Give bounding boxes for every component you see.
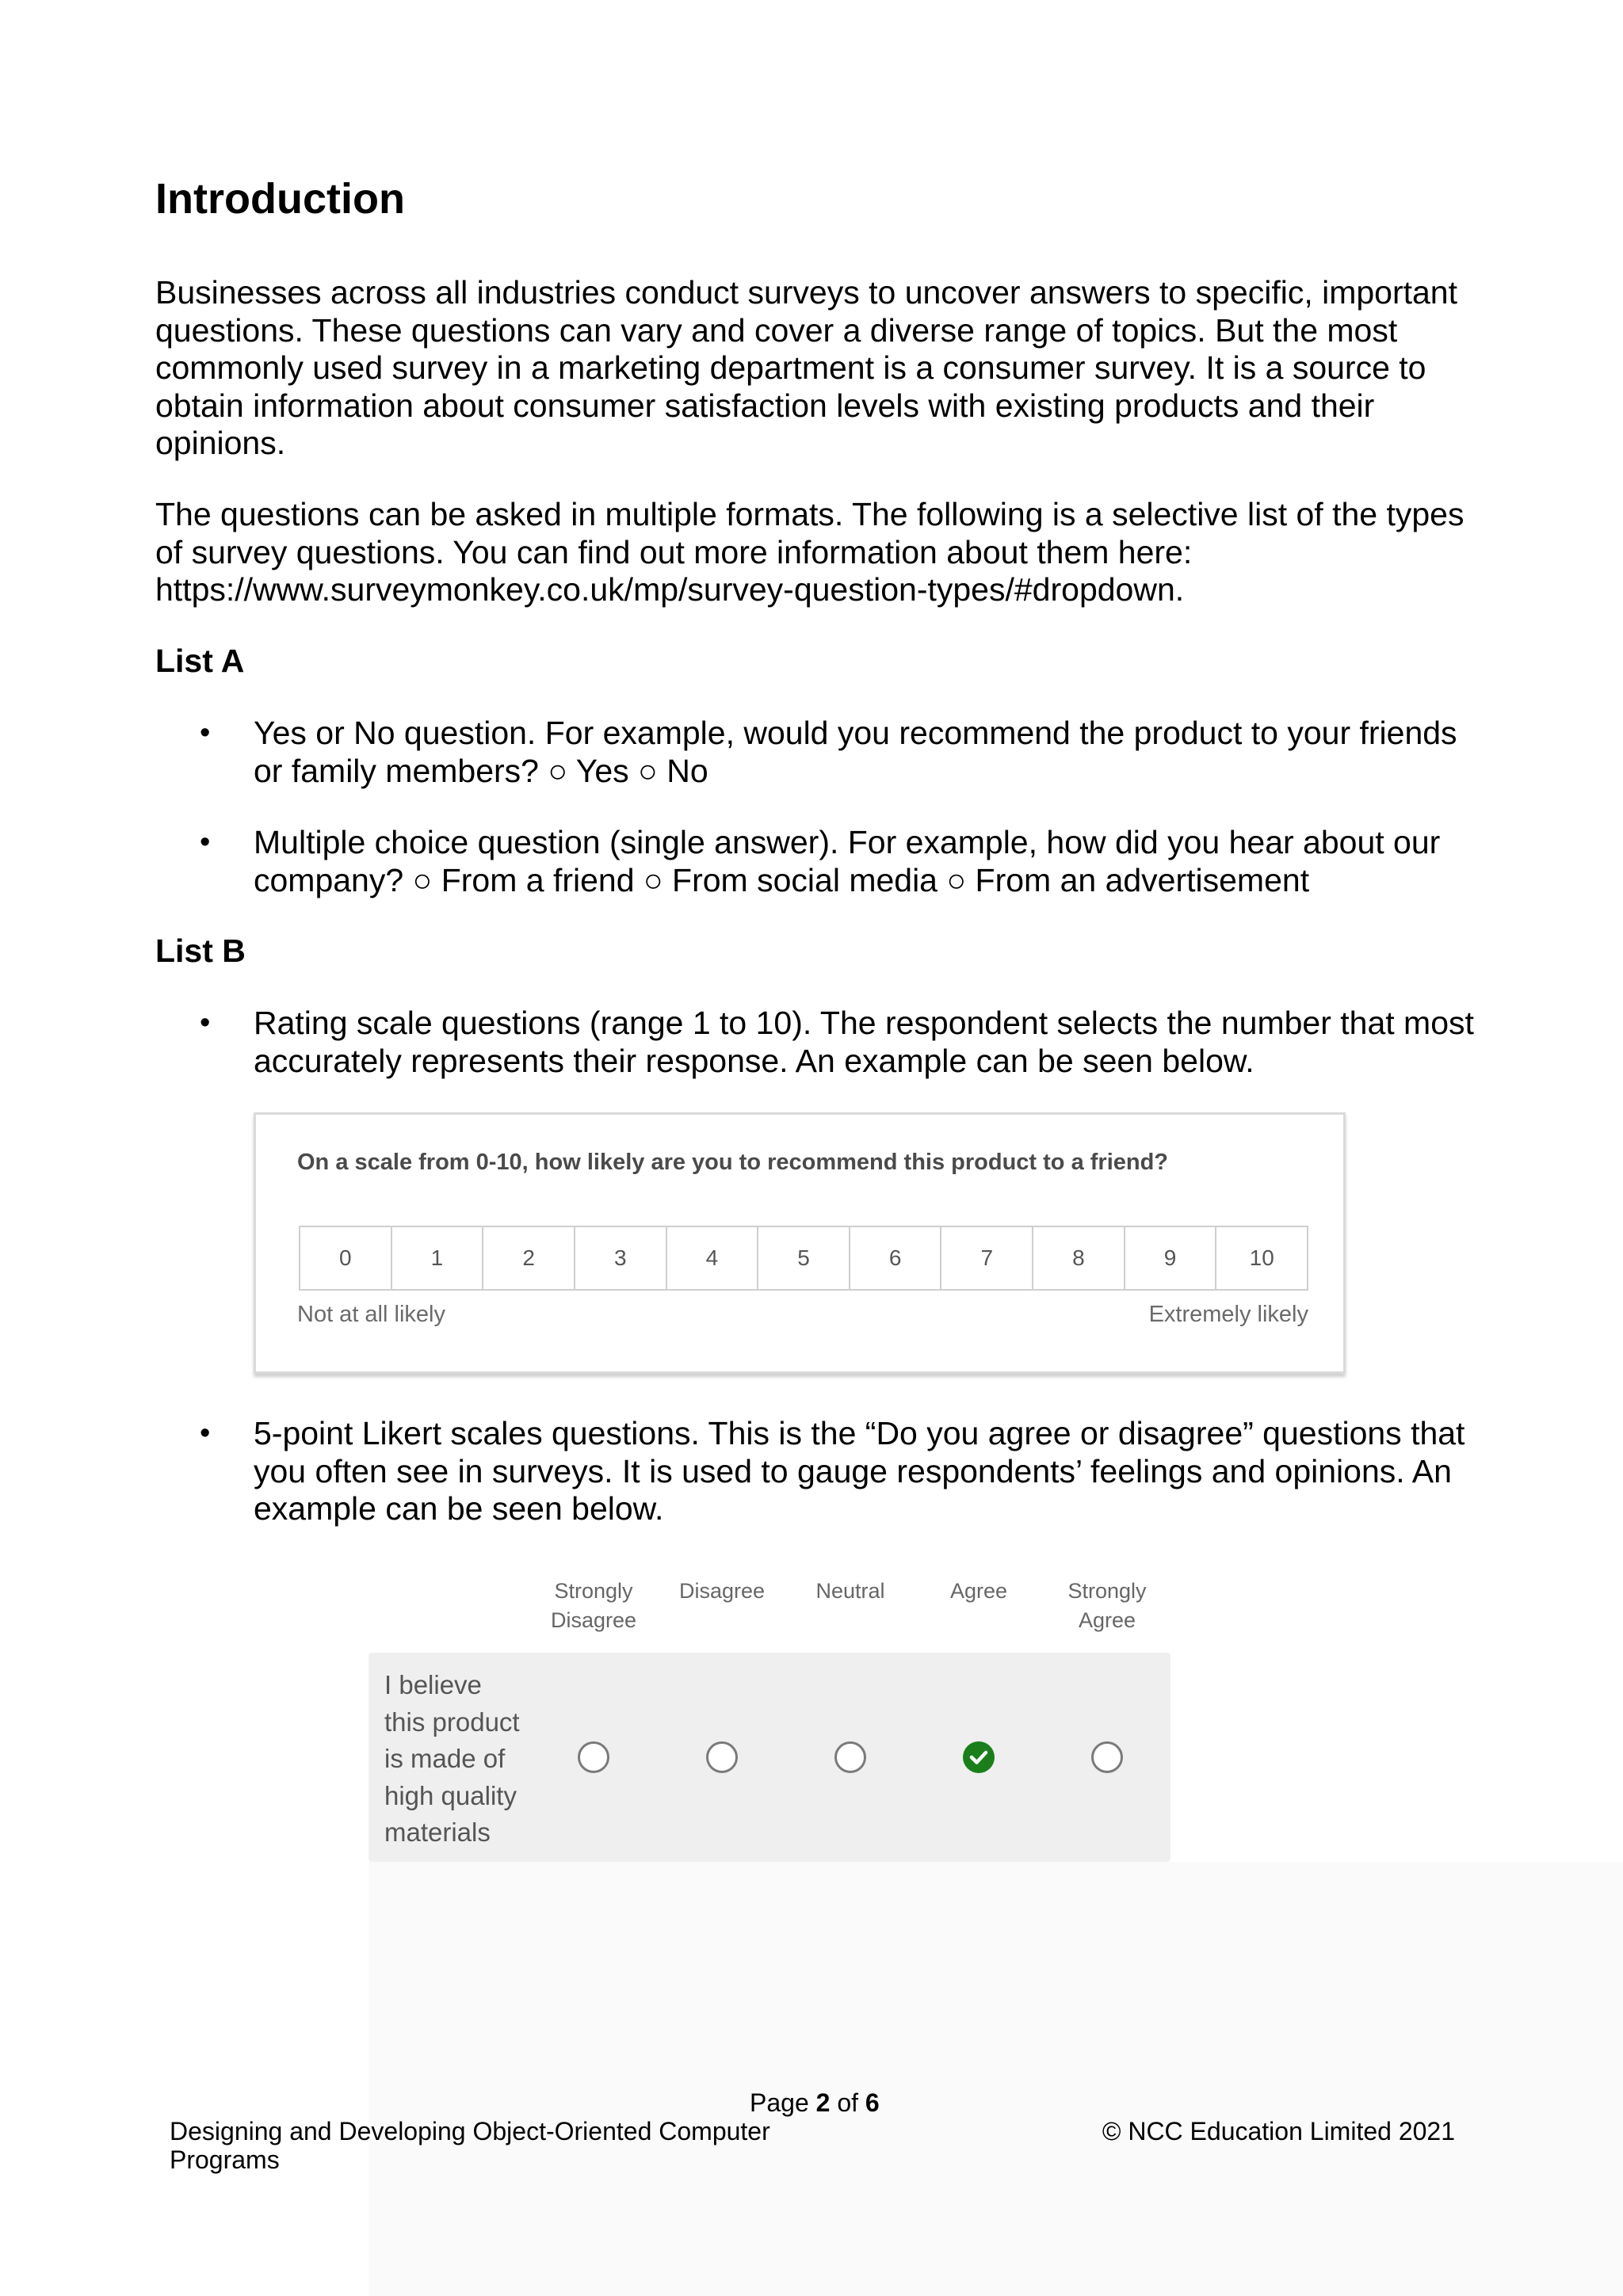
likert-statement <box>384 1667 543 1852</box>
bullet-icon: • <box>200 1417 211 1450</box>
intro-paragraph-1: Businesses across all industries conduct surveys to uncover answers to specific, important questions. These questions can vary and cover a diverse range of topics. But the most commonly used survey in a marketing department is a consumer survey. It is a source to obtain information about consumer satisfaction levels with existing products and their opinions. <box>155 274 1458 461</box>
likert-radio-neutral[interactable] <box>834 1741 866 1773</box>
bullet-icon: • <box>200 1006 211 1039</box>
footer-course-line: Designing and Developing Object-Oriented Computer <box>170 2117 770 2145</box>
list-b-heading: List B <box>155 933 246 969</box>
list-a-item: Yes or No question. For example, would you recommend the product to your friends or family members? ○ Yes ○ No <box>254 715 1457 789</box>
list-a-item: Multiple choice question (single answer). For example, how did you hear about our company? ○ From a friend ○ From social media ○ From an advertisement <box>254 824 1441 898</box>
page-shade <box>369 1862 1623 2296</box>
likert-statement-line: I believe <box>384 1670 482 1699</box>
likert-header-line: Neutral <box>815 1579 885 1603</box>
likert-radio-strongly-agree[interactable] <box>1091 1741 1123 1773</box>
rating-option[interactable]: 9 <box>1124 1227 1216 1289</box>
rating-option[interactable]: 3 <box>574 1227 666 1289</box>
list-b-item: Rating scale questions (range 1 to 10). The respondent selects the number that most accurately represents their response. An example can be seen below. <box>254 1005 1474 1079</box>
rating-option[interactable]: 5 <box>757 1227 849 1289</box>
likert-header-line: Disagree <box>678 1579 766 1603</box>
likert-header-line: Agree <box>1078 1608 1136 1632</box>
likert-radio-strongly-disagree[interactable] <box>578 1741 609 1773</box>
page-current: 2 <box>815 2088 831 2117</box>
footer-copyright: © NCC Education Limited 2021 <box>1102 2117 1455 2145</box>
likert-header-agree <box>915 1577 1042 1606</box>
rating-option[interactable]: 6 <box>849 1227 941 1289</box>
likert-scale-example <box>369 1653 1170 1862</box>
likert-header-disagree <box>659 1577 785 1606</box>
likert-radio-agree[interactable] <box>963 1741 995 1773</box>
rating-option[interactable]: 2 <box>482 1227 574 1289</box>
likert-header-line: Disagree <box>550 1608 637 1632</box>
checkmark-icon <box>963 1741 995 1773</box>
page-title: Introduction <box>155 175 405 223</box>
intro-paragraph-2: The questions can be asked in multiple formats. The following is a selective list of the types of survey questions. You can find out more information about them here: https://www.surveymonkey.co.uk/mp/survey-question-types/#dropdown. <box>155 496 1465 608</box>
rating-scale-example <box>254 1112 1346 1374</box>
rating-option[interactable]: 10 <box>1215 1227 1307 1289</box>
page-of: of <box>837 2088 858 2117</box>
likert-header-line: Strongly <box>1067 1579 1147 1603</box>
page-prefix: Page <box>750 2088 809 2117</box>
list-a-heading: List A <box>155 643 245 679</box>
rating-option[interactable]: 0 <box>339 1245 352 1270</box>
likert-radio-disagree[interactable] <box>706 1741 738 1773</box>
likert-statement-line: this product <box>384 1707 520 1737</box>
likert-statement-line: is made of <box>384 1744 506 1773</box>
rating-option[interactable]: 1 <box>391 1227 483 1289</box>
rating-option[interactable]: 7 <box>940 1227 1032 1289</box>
page-total: 6 <box>865 2088 880 2117</box>
likert-header-strongly-agree <box>1044 1577 1170 1635</box>
rating-question: On a scale from 0-10, how likely are you to recommend this product to a friend? <box>297 1150 1169 1175</box>
footer-course-line: Programs <box>170 2145 280 2174</box>
likert-header-line: Agree <box>949 1579 1008 1603</box>
rating-option[interactable]: 4 <box>666 1227 758 1289</box>
list-b-item: 5-point Likert scales questions. This is the “Do you agree or disagree” questions that you often see in surveys. It is used to gauge respondents’ feelings and opinions. An example can be seen below. <box>254 1415 1465 1527</box>
rating-options <box>299 1226 1308 1291</box>
likert-statement-line: high quality <box>384 1780 517 1810</box>
likert-header-neutral <box>787 1577 914 1606</box>
likert-header-line: Strongly <box>554 1579 633 1603</box>
footer-course-title <box>170 2117 804 2174</box>
rating-low-label: Not at all likely <box>297 1302 445 1327</box>
page-number <box>750 2088 880 2117</box>
bullet-icon: • <box>200 826 211 859</box>
rating-high-label: Extremely likely <box>1148 1302 1308 1327</box>
rating-option[interactable]: 8 <box>1032 1227 1124 1289</box>
likert-header-strongly-disagree <box>530 1577 657 1635</box>
bullet-icon: • <box>200 716 211 749</box>
likert-statement-line: materials <box>384 1817 491 1847</box>
